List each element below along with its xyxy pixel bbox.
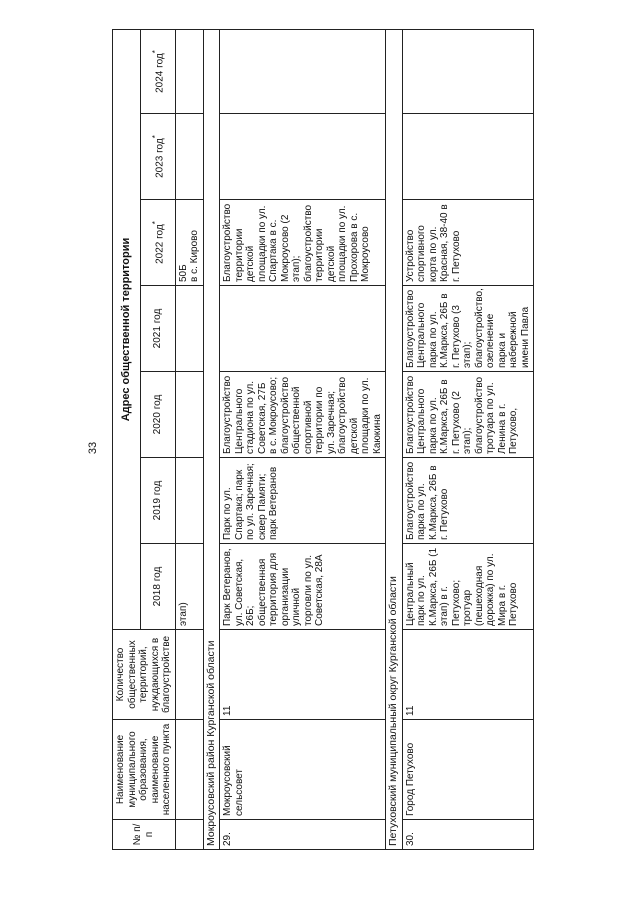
prev-2022-cell: 50Б в с. Кирово xyxy=(175,200,203,286)
cell xyxy=(175,114,203,200)
row-2023 xyxy=(402,114,534,200)
row-2020: Благоустройство Центрального парка по ул. К.Маркса, 26Б в г. Петухово (2 этап); благоустройство тротуара по ул. Ленина в г. Петухово, xyxy=(402,372,534,458)
table-row-29 xyxy=(220,29,386,849)
header-year-2021: 2021 год xyxy=(140,286,175,372)
cell xyxy=(175,458,203,544)
rotated-table-container xyxy=(112,30,530,850)
section-title: Мокроусовский район Курганской области xyxy=(203,29,220,849)
cell xyxy=(175,29,203,113)
row-2022: Устройство спортивного корта по ул. Красная, 38-40 в г. Петухово xyxy=(402,200,534,286)
row-2019: Благоустройство парка по ул. К.Маркса, 26Б в г. Петухово xyxy=(402,458,534,544)
header-year-2018: 2018 год xyxy=(140,544,175,630)
row-2023 xyxy=(220,114,386,200)
header-year-2020: 2020 год xyxy=(140,372,175,458)
row-2019: Парк по ул. Спартака; парк по ул. Заречная; сквер Памяти; парк Ветеранов xyxy=(220,458,386,544)
row-num: 30. xyxy=(402,820,534,850)
cell xyxy=(175,286,203,372)
row-name: Мокроусовский сельсовет xyxy=(220,720,386,820)
row-2021: Благоустройство Центрального парка по ул. К.Маркса, 26Б в г. Петухово (3 этап); благоустройство, озеленение парка и набережной имени Павла xyxy=(402,286,534,372)
page-number: 33 xyxy=(87,441,99,455)
cell xyxy=(175,820,203,850)
header-year-2022 xyxy=(140,200,175,286)
header-year-2024 xyxy=(140,29,175,113)
header-num: № п/п xyxy=(113,820,176,850)
cell xyxy=(175,630,203,720)
cell xyxy=(175,720,203,820)
header-year-2023 xyxy=(140,114,175,200)
cell xyxy=(175,372,203,458)
row-count: 11 xyxy=(220,630,386,720)
header-name: Наименование муниципального образования, наименование населенного пункта xyxy=(113,720,176,820)
section-row-petukhovo xyxy=(386,29,403,849)
row-2021 xyxy=(220,286,386,372)
header-year-2022-star: * xyxy=(150,221,160,225)
row-count: 11 xyxy=(402,630,534,720)
row-2020: Благоустройство Центрального стадиона по ул. Советская, 27Б в с. Мокроусово; благоустройство общественной спортивной территории по ул. Заречная; благоустройство детской площадки по ул. Каюкина xyxy=(220,372,386,458)
continued-row xyxy=(175,29,203,849)
header-count: Количество общественных территорий, нуждающихся в благоустройстве xyxy=(113,630,176,720)
row-2024 xyxy=(220,29,386,113)
header-row-1 xyxy=(113,29,141,849)
row-2018: Парк Ветеранов, ул. Советская, 26Б; общественная территория для организации уличной торговли по ул. Советская, 28А xyxy=(220,544,386,630)
territories-table xyxy=(112,29,534,850)
header-year-2024-label: 2024 год xyxy=(153,53,165,93)
section-title: Петуховский муниципальный округ Курганской области xyxy=(386,29,403,849)
header-year-2023-star: * xyxy=(150,135,160,139)
row-2024 xyxy=(402,29,534,113)
row-2022: Благоустройство территории детской площадки по ул. Спартака в с. Мокроусово (2 этап); благоустройство территории детской площадки по ул. Прохорова в с. Мокроусово xyxy=(220,200,386,286)
row-num: 29. xyxy=(220,820,386,850)
prev-2018-cell: этап) xyxy=(175,544,203,630)
table-row-30 xyxy=(402,29,534,849)
section-row-mokrousovo xyxy=(203,29,220,849)
header-address-group: Адрес общественной территории xyxy=(113,29,141,629)
header-year-2019: 2019 год xyxy=(140,458,175,544)
header-year-2023-label: 2023 год xyxy=(153,138,165,178)
row-2018: Центральный парк по ул. К.Маркса, 26Б (1 этап) в г. Петухово; тротуар (пешеходная дорожка) по ул. Мира в г. Петухово xyxy=(402,544,534,630)
header-year-2022-label: 2022 год xyxy=(153,224,165,264)
row-name: Город Петухово xyxy=(402,720,534,820)
header-year-2024-star: * xyxy=(150,50,160,54)
